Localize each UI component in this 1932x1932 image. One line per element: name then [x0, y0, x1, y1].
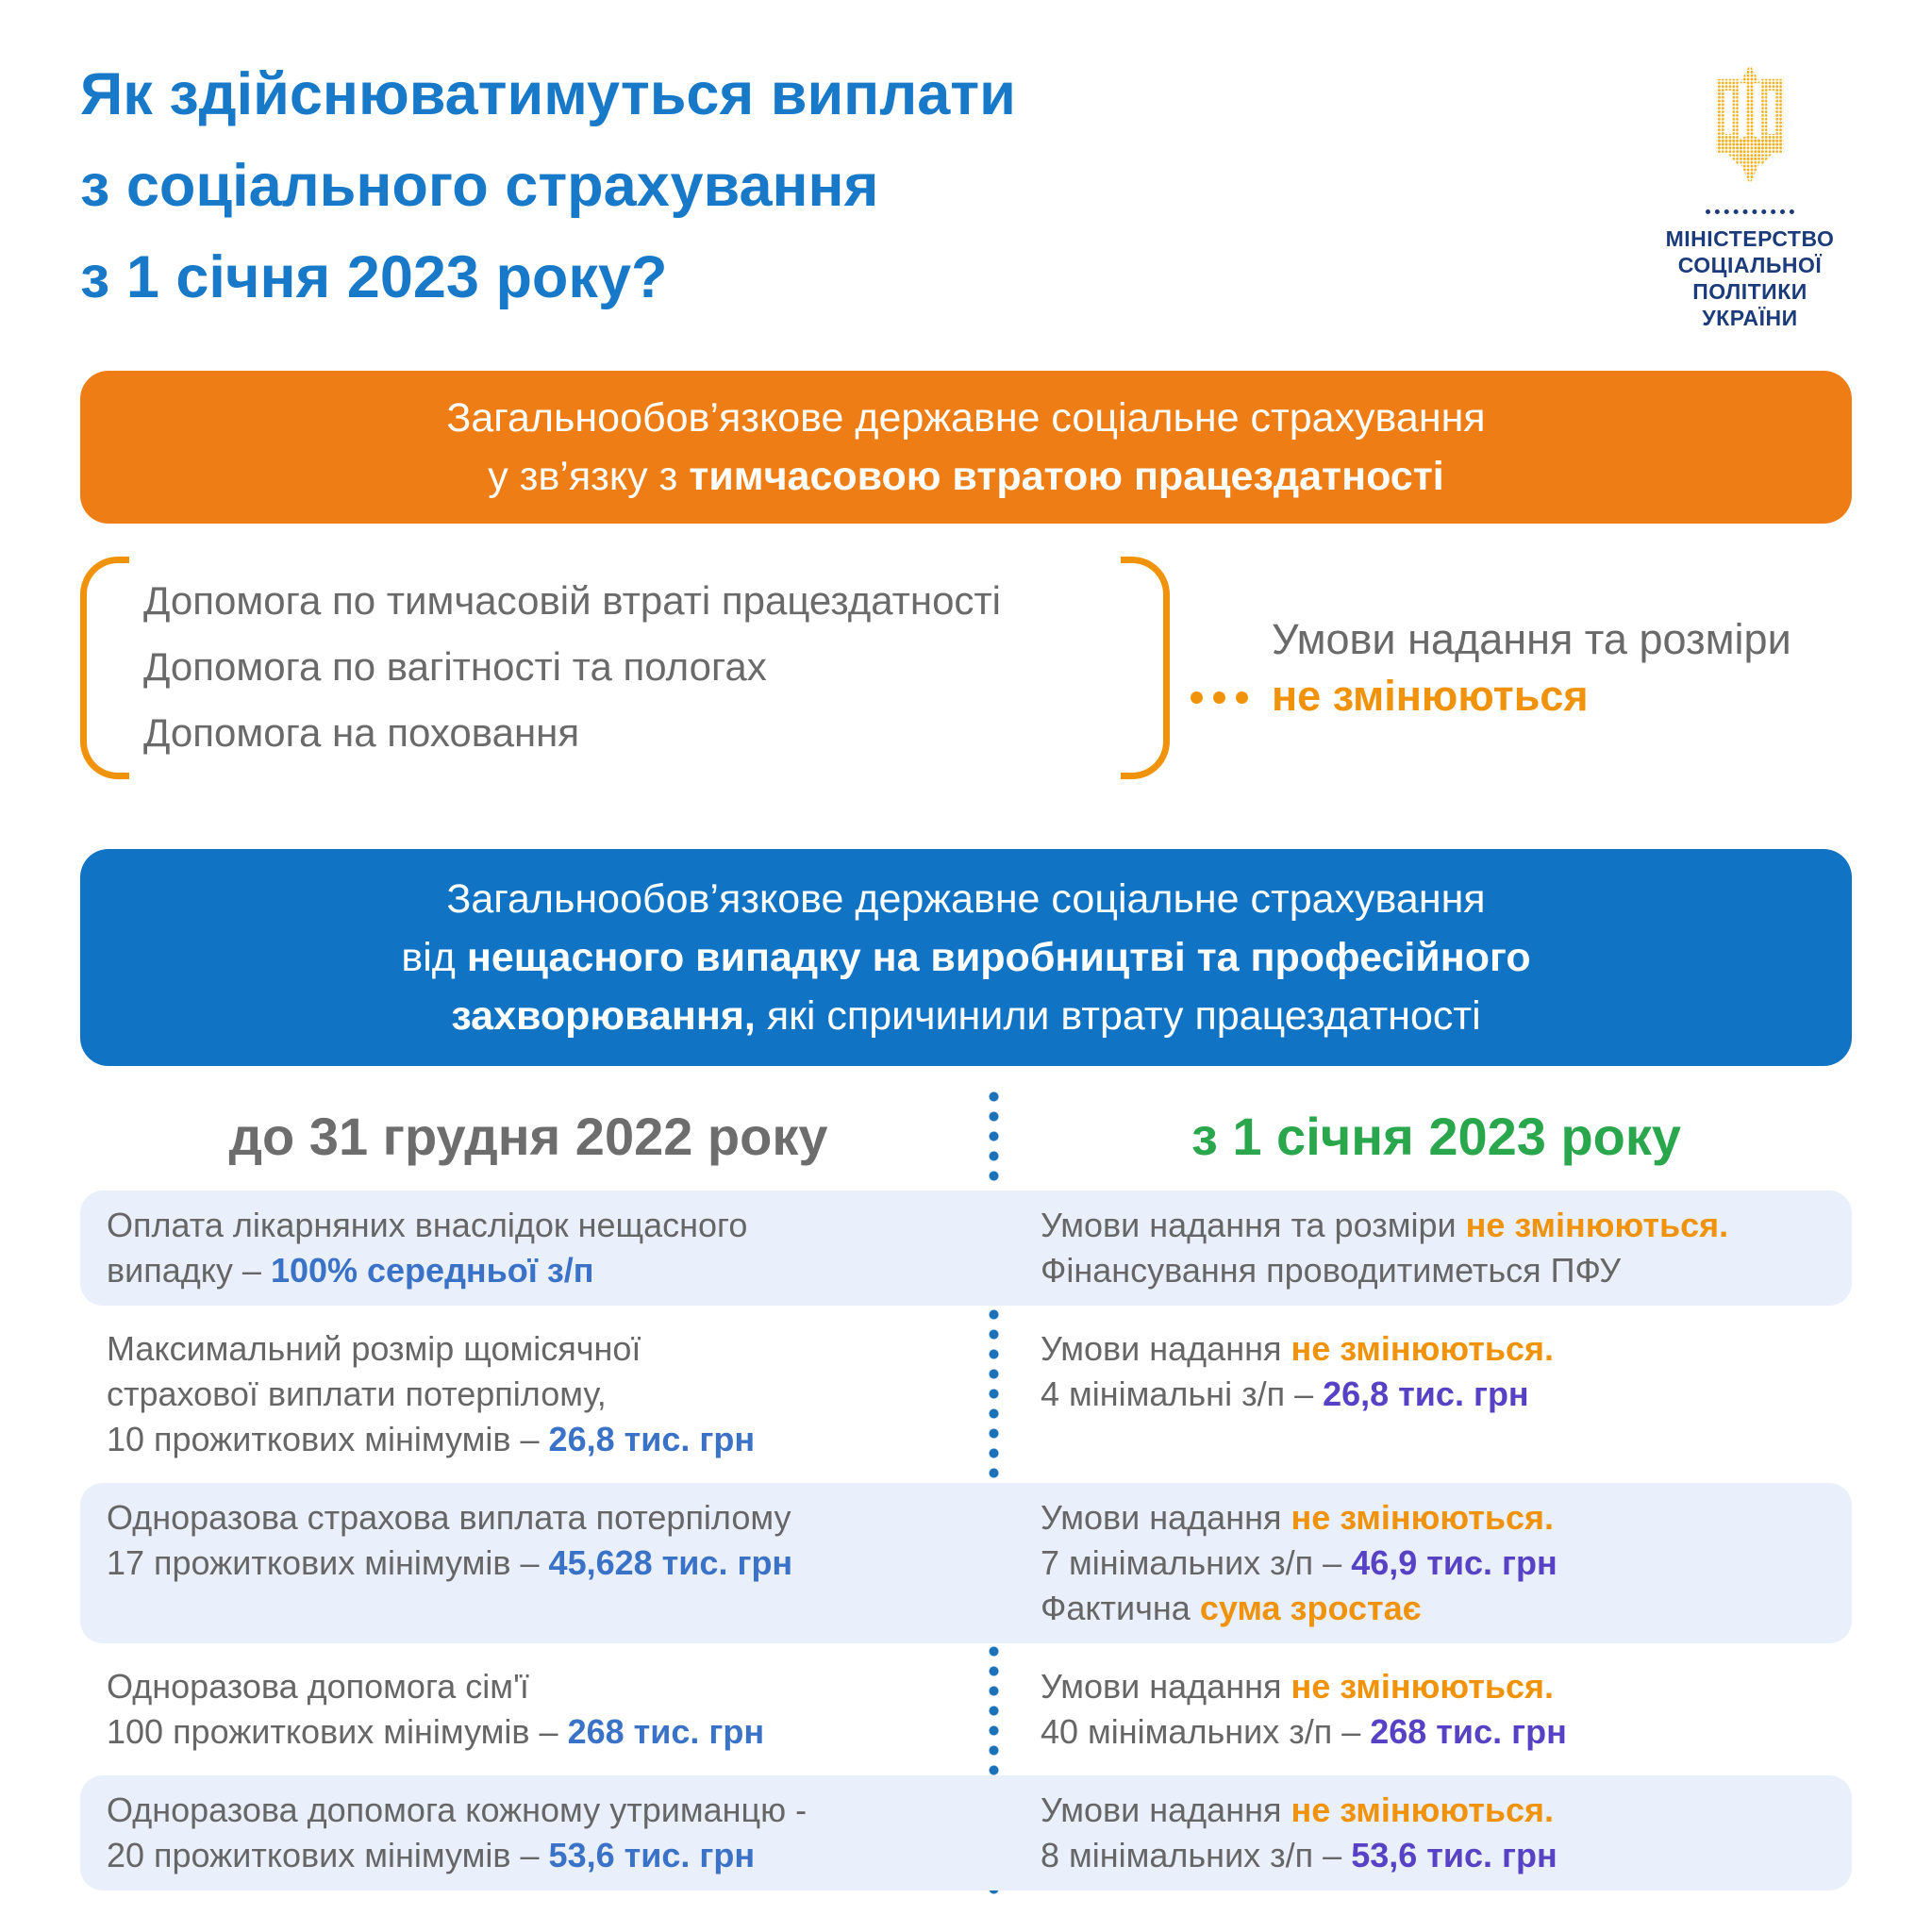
text-line	[107, 1203, 974, 1248]
text-line	[107, 1788, 974, 1833]
page-title-line1: Як здійснюватимуться виплати	[80, 61, 1016, 127]
text-segment: Фінансування проводитиметься ПФУ	[1041, 1251, 1622, 1290]
column-header-before-2023: до 31 грудня 2022 року	[228, 1107, 828, 1166]
text-segment: 40 мінімальних з/п –	[1041, 1712, 1371, 1751]
page-title-line3: з 1 січня 2023 року?	[80, 244, 668, 310]
value-highlight: 268 тис. грн	[567, 1712, 765, 1751]
page-title-line2: з соціального страхування	[80, 153, 879, 219]
cell-after-2023	[974, 1495, 1852, 1631]
ukraine-trident-icon	[1707, 55, 1793, 194]
value-highlight: 46,9 тис. грн	[1351, 1543, 1557, 1582]
unchanged-note	[1272, 611, 1791, 724]
ministry-logo	[1618, 55, 1882, 331]
cell-after-2023	[974, 1203, 1852, 1293]
logo-dotted-rule	[1706, 209, 1794, 214]
value-highlight: 26,8 тис. грн	[548, 1420, 756, 1458]
value-highlight: не змінюються.	[1291, 1498, 1554, 1537]
text-segment: Умови надання та розміри	[1041, 1206, 1466, 1244]
value-highlight: не змінюються.	[1291, 1790, 1554, 1829]
blue-banner-line1: Загальнообов’язкове державне соціальне страхування	[446, 876, 1486, 922]
value-highlight: 268 тис. грн	[1370, 1712, 1567, 1751]
comparison-row	[80, 1652, 1852, 1767]
bracket-left	[80, 557, 129, 779]
text-segment: 17 прожиткових мінімумів –	[107, 1543, 549, 1582]
text-segment: Одноразова страхова виплата потерпілому	[107, 1498, 791, 1537]
blue-banner-line2-bold: нещасного випадку на виробництві та професійного	[466, 935, 1531, 980]
text-segment: Оплата лікарняних внаслідок нещасного	[107, 1206, 748, 1244]
dot	[1213, 691, 1225, 704]
text-line	[107, 1326, 974, 1372]
text-segment: Фактична	[1041, 1589, 1200, 1627]
orange-banner-temporary-disability	[80, 371, 1852, 524]
text-segment: Максимальний розмір щомісячної	[107, 1329, 641, 1368]
text-line	[1041, 1788, 1852, 1833]
dot	[1191, 691, 1203, 704]
benefit-list	[143, 568, 1001, 766]
value-highlight: 100% середньої з/п	[270, 1251, 594, 1290]
page-title	[80, 49, 1016, 324]
text-segment: Одноразова допомога кожному утриманцю -	[107, 1790, 808, 1829]
value-highlight: не змінюються.	[1291, 1329, 1554, 1368]
cell-before-2023	[80, 1326, 974, 1462]
column-header-after-2023: з 1 січня 2023 року	[1191, 1107, 1682, 1166]
text-line	[107, 1495, 974, 1541]
text-segment: Умови надання	[1041, 1329, 1291, 1368]
text-segment: 4 мінімальні з/п –	[1041, 1374, 1324, 1413]
benefit-item: Допомога на поховання	[143, 710, 580, 755]
text-line	[1041, 1372, 1852, 1417]
comparison-row	[80, 1483, 1852, 1643]
ellipsis-dots-icon	[1191, 691, 1248, 704]
value-highlight: сума зростає	[1199, 1589, 1422, 1627]
text-segment: Умови надання	[1041, 1498, 1291, 1537]
dot	[1236, 691, 1248, 704]
text-segment: 10 прожиткових мінімумів –	[107, 1420, 549, 1458]
text-line	[1041, 1586, 1852, 1631]
text-segment: страхової виплати потерпілому,	[107, 1374, 607, 1413]
blue-banner-line3-regular: які спричинили втрату працездатності	[755, 993, 1481, 1039]
text-line	[107, 1417, 974, 1462]
cell-after-2023	[974, 1788, 1852, 1878]
comparison-row	[80, 1775, 1852, 1890]
text-line	[1041, 1326, 1852, 1372]
text-line	[107, 1833, 974, 1878]
text-segment: 8 мінімальних з/п –	[1041, 1836, 1352, 1874]
value-highlight: 26,8 тис. грн	[1323, 1374, 1529, 1413]
value-highlight: не змінюються.	[1465, 1206, 1729, 1244]
value-highlight: 53,6 тис. грн	[1351, 1836, 1557, 1874]
value-highlight: 53,6 тис. грн	[548, 1836, 756, 1874]
text-line	[1041, 1833, 1852, 1878]
blue-banner-line3	[80, 987, 1852, 1045]
text-line	[1041, 1541, 1852, 1586]
orange-banner-line2-bold: тимчасовою втратою працездатності	[689, 454, 1444, 499]
value-highlight: 45,628 тис. грн	[548, 1543, 793, 1582]
text-segment: Одноразова допомога сім'ї	[107, 1667, 529, 1706]
text-segment: випадку –	[107, 1251, 271, 1290]
text-line	[107, 1664, 974, 1709]
text-segment: Умови надання	[1041, 1790, 1291, 1829]
cell-before-2023	[80, 1203, 974, 1293]
orange-banner-line2-regular: у зв’язку з	[488, 454, 690, 499]
value-highlight: не змінюються.	[1291, 1667, 1554, 1706]
comparison-row	[80, 1314, 1852, 1474]
unchanged-note-regular: Умови надання та розміри	[1272, 615, 1791, 663]
orange-banner-line2	[80, 447, 1852, 506]
orange-banner-line1: Загальнообов’язкове державне соціальне страхування	[446, 395, 1486, 441]
blue-banner-line2-regular: від	[401, 935, 467, 980]
text-line	[1041, 1203, 1852, 1248]
blue-banner-line3-bold: захворювання,	[451, 993, 756, 1039]
benefit-item: Допомога по тимчасовій втраті працездатності	[143, 578, 1001, 623]
unchanged-note-accent: не змінюються	[1272, 672, 1589, 720]
ministry-name-line2: СОЦІАЛЬНОЇ ПОЛІТИКИ	[1677, 253, 1823, 304]
comparison-rows	[80, 1191, 1852, 1899]
blue-banner-line2	[80, 928, 1852, 987]
text-line	[1041, 1709, 1852, 1755]
comparison-row	[80, 1191, 1852, 1306]
bracket-right	[1121, 557, 1170, 779]
text-segment: 20 прожиткових мінімумів –	[107, 1836, 549, 1874]
text-segment: Умови надання	[1041, 1667, 1291, 1706]
cell-before-2023	[80, 1788, 974, 1878]
cell-after-2023	[974, 1664, 1852, 1755]
text-line	[107, 1709, 974, 1755]
text-segment: 100 прожиткових мінімумів –	[107, 1712, 568, 1751]
ministry-name-line3: УКРАЇНИ	[1702, 306, 1798, 330]
benefit-item: Допомога по вагітності та пологах	[143, 644, 767, 689]
text-line	[1041, 1495, 1852, 1541]
blue-banner-accident-insurance	[80, 849, 1852, 1066]
text-line	[1041, 1664, 1852, 1709]
ministry-name	[1618, 225, 1882, 331]
cell-before-2023	[80, 1664, 974, 1755]
text-line	[1041, 1248, 1852, 1293]
cell-before-2023	[80, 1495, 974, 1631]
cell-after-2023	[974, 1326, 1852, 1462]
ministry-name-line1: МІНІСТЕРСТВО	[1665, 226, 1835, 251]
text-segment: 7 мінімальних з/п –	[1041, 1543, 1352, 1582]
text-line	[107, 1248, 974, 1293]
text-line	[107, 1541, 974, 1586]
text-line	[107, 1372, 974, 1417]
